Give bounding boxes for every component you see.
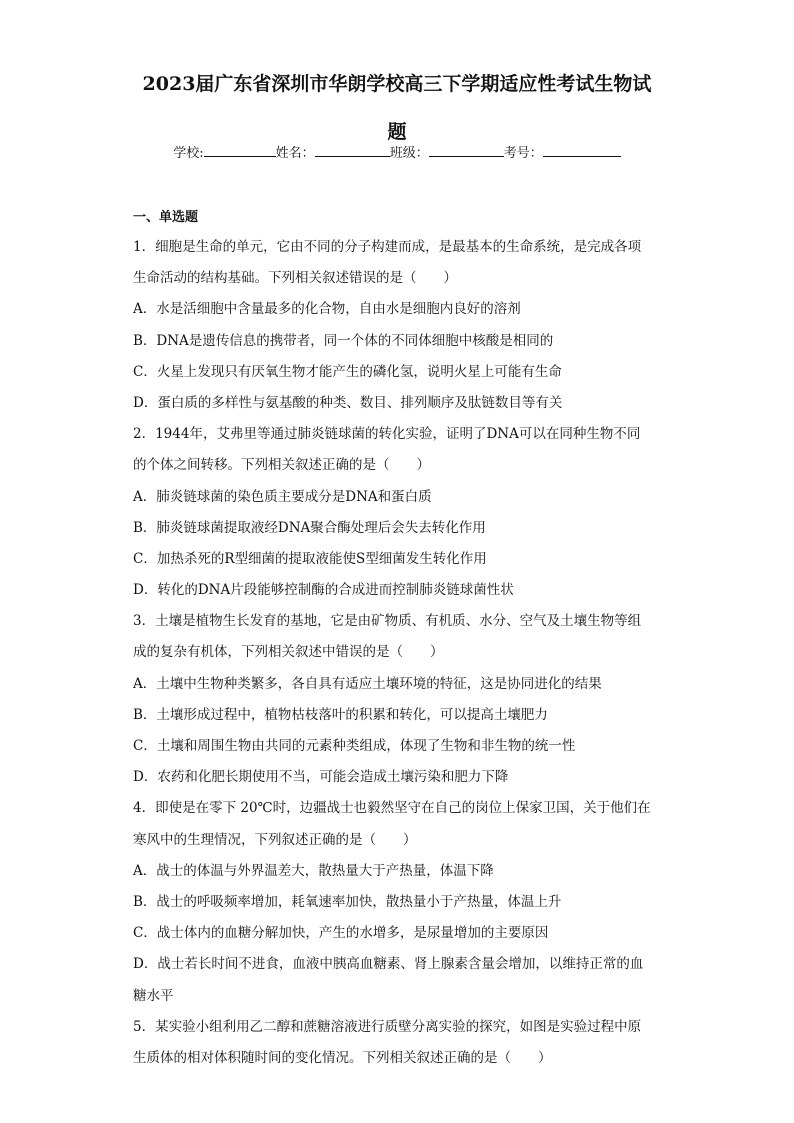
question-stem-line: 5．某实验小组利用乙二醇和蔗糖溶液进行质壁分离实验的探究，如图是实验过程中原: [133, 1018, 642, 1035]
option-c: C．加热杀死的R型细菌的提取液能使S型细菌发生转化作用: [133, 550, 487, 567]
class-label: 班级：: [389, 146, 429, 161]
option-d: D．转化的DNA片段能够控制酶的合成进而控制肺炎链球菌性状: [133, 582, 514, 599]
school-label: 学校:: [173, 146, 204, 161]
title-line-2: 题: [387, 121, 407, 143]
option-d: D．蛋白质的多样性与氨基酸的种类、数目、排列顺序及肽链数目等有关: [133, 394, 563, 411]
option-d: D．战士若长时间不进食，血液中胰高血糖素、肾上腺素含量会增加，以维持正常的血: [133, 956, 644, 973]
name-blank[interactable]: [315, 142, 390, 157]
question-stem-line: 生命活动的结构基础。下列相关叙述错误的是（ ）: [133, 270, 457, 287]
school-blank[interactable]: [204, 142, 276, 157]
option-b: B．战士的呼吸频率增加，耗氧速率加快，散热量小于产热量，体温上升: [133, 893, 562, 910]
option-b: B．肺炎链球菌提取液经DNA聚合酶处理后会失去转化作用: [133, 519, 486, 536]
question-stem-line: 1．细胞是生命的单元，它由不同的分子构建而成，是最基本的生命系统，是完成各项: [133, 239, 642, 255]
option-d: D．农药和化肥长期使用不当，可能会造成土壤污染和肥力下降: [133, 769, 509, 786]
class-blank[interactable]: [429, 142, 504, 157]
question-stem-line: 成的复杂有机体，下列相关叙述中错误的是（ ）: [133, 644, 444, 661]
question-4: [133, 793, 663, 1011]
option-a: A．肺炎链球菌的染色质主要成分是DNA和蛋白质: [133, 488, 432, 505]
question-stem-line: 寒风中的生理情况，下列叙述正确的是（ ）: [133, 831, 417, 848]
option-c: C．战士体内的血糖分解加快，产生的水增多，是尿量增加的主要原因: [133, 925, 549, 942]
question-stem-line: 4．即使是在零下 20℃时，边疆战士也毅然坚守在自己的岗位上保家卫国，关于他们在: [133, 800, 651, 817]
section-title: 一、单选题: [133, 210, 199, 225]
question-2: [133, 419, 663, 606]
question-5: [133, 1012, 663, 1074]
exam-content: [133, 200, 663, 1074]
name-label: 姓名：: [275, 146, 315, 161]
option-c: C．火星上发现只有厌氧生物才能产生的磷化氢，说明火星上可能有生命: [133, 363, 562, 380]
option-a: A．战士的体温与外界温差大，散热量大于产热量，体温下降: [133, 862, 494, 879]
question-3: [133, 606, 663, 793]
question-stem-line: 3．土壤是植物生长发育的基地，它是由矿物质、有机质、水分、空气及土壤生物等组: [133, 613, 642, 630]
number-label: 考号：: [503, 146, 543, 161]
question-stem-line: 的个体之间转移。下列相关叙述正确的是（ ）: [133, 457, 430, 474]
option-c: C．土壤和周围生物由共同的元素种类组成，体现了生物和非生物的统一性: [133, 738, 576, 754]
option-d-continued: 糖水平: [133, 987, 174, 1004]
number-blank[interactable]: [543, 142, 621, 157]
option-a: A．水是活细胞中含量最多的化合物，自由水是细胞内良好的溶剂: [133, 301, 521, 318]
option-b: B．DNA是遗传信息的携带者，同一个体的不同体细胞中核酸是相同的: [133, 332, 554, 349]
question-stem-line: 生质体的相对体积随时间的变化情况。下列相关叙述正确的是（ ）: [133, 1049, 552, 1066]
question-1: [133, 232, 663, 419]
option-a: A．土壤中生物种类繁多，各自具有适应土壤环境的特征，这是协同进化的结果: [133, 675, 602, 692]
student-info-row: [0, 141, 794, 167]
question-stem-line: 2．1944年，艾弗里等通过肺炎链球菌的转化实验，证明了DNA可以在同种生物不同: [133, 426, 641, 443]
title-line-1: 2023届广东省深圳市华朗学校高三下学期适应性考试生物试: [142, 73, 652, 95]
option-b: B．土壤形成过程中，植物枯枝落叶的积累和转化，可以提高土壤肥力: [133, 706, 548, 723]
